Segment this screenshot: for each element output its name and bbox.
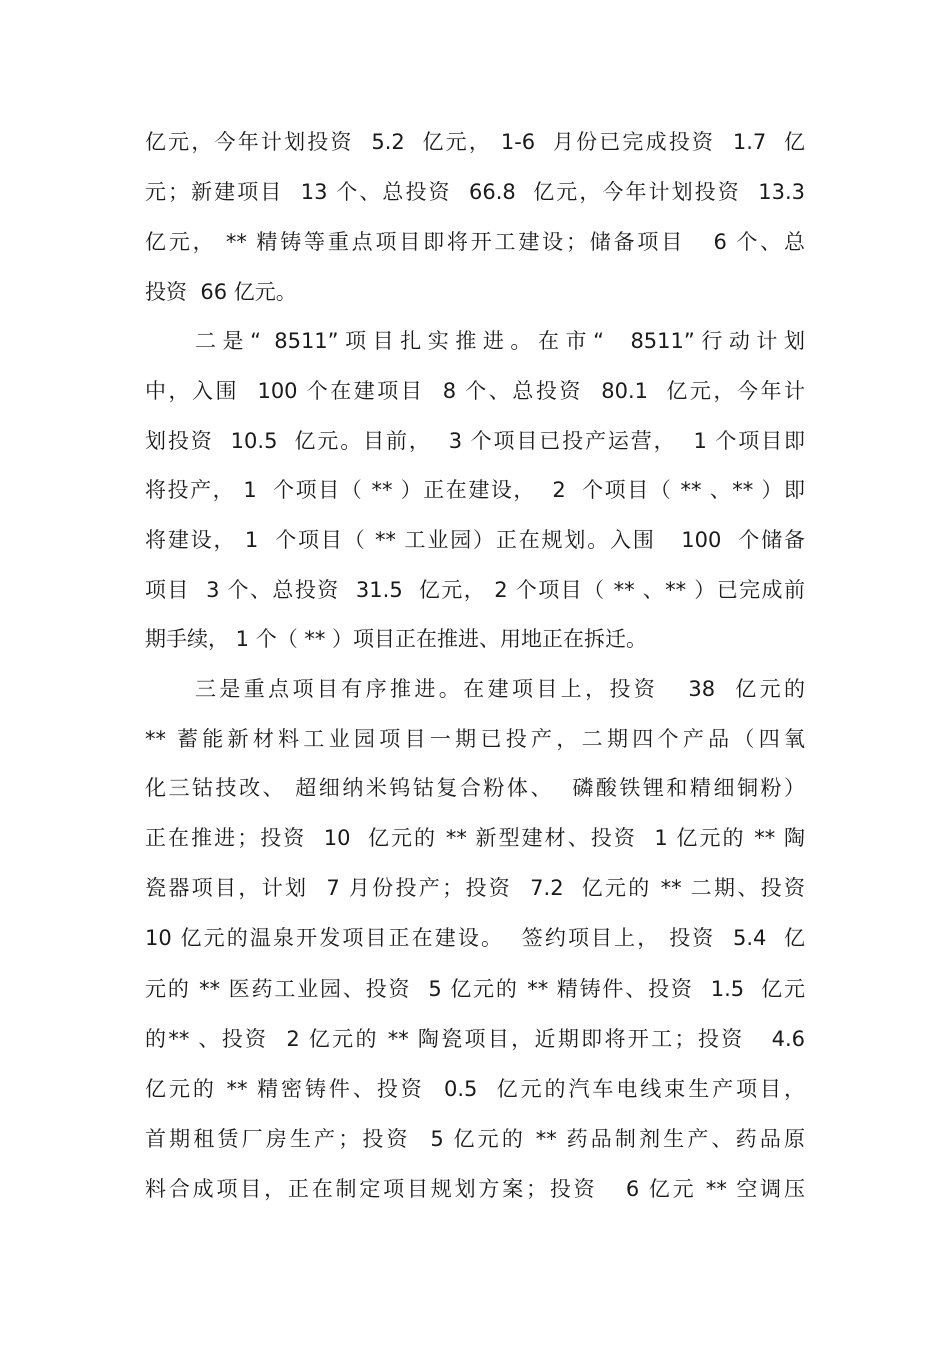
text-line: 中，入围 100 个在建项目 8 个、总投资 80.1 亿元，今年计 xyxy=(145,379,805,403)
text-line: 料合成项目，正在制定项目规划方案；投资 6 亿元 ** 空调压 xyxy=(145,1177,805,1201)
text-line: 亿元的 ** 精密铸件、投资 0.5 亿元的汽车电线束生产项目， xyxy=(145,1077,805,1101)
text-line: 10 亿元的温泉开发项目正在建设。 签约项目上， 投资 5.4 亿 xyxy=(145,926,805,950)
text-line: ** 蓄能新材料工业园项目一期已投产，二期四个产品（四氧 xyxy=(145,727,805,751)
text-line: 项目 3 个、总投资 31.5 亿元， 2 个项目（ ** 、** ）已完成前 xyxy=(145,578,805,602)
text-line: 元；新建项目 13 个、总投资 66.8 亿元，今年计划投资 13.3 xyxy=(145,180,805,204)
text-line: 将建设， 1 个项目（ ** 工业园）正在规划。入围 100 个储备 xyxy=(145,528,805,552)
text-line: 正在推进；投资 10 亿元的 ** 新型建材、投资 1 亿元的 ** 陶 xyxy=(145,826,805,850)
text-line: 瓷器项目，计划 7 月份投产；投资 7.2 亿元的 ** 二期、投资 xyxy=(145,876,805,900)
text-line: 首期租赁厂房生产；投资 5 亿元的 ** 药品制剂生产、药品原 xyxy=(145,1127,805,1151)
text-line: 投资 66 亿元。 xyxy=(145,280,297,304)
text-line: 化三钴技改、 超细纳米钨钴复合粉体、 磷酸铁锂和精细铜粉） xyxy=(145,776,805,800)
text-line: 元的 ** 医药工业园、投资 5 亿元的 ** 精铸件、投资 1.5 亿元 xyxy=(145,977,805,1001)
paragraph-heading-line: 三是重点项目有序推进。在建项目上，投资 38 亿元的 xyxy=(195,677,805,701)
paragraph-heading-line: 二是“ 8511”项目扎实推进。在市“ 8511”行动计划 xyxy=(195,329,805,353)
text-line: 的** 、投资 2 亿元的 ** 陶瓷项目，近期即将开工；投资 4.6 xyxy=(145,1027,805,1051)
text-line: 期手续， 1 个（ ** ）项目正在推进、用地正在拆迁。 xyxy=(145,627,648,651)
text-line: 亿元， ** 精铸等重点项目即将开工建设；储备项目 6 个、总 xyxy=(145,230,805,254)
text-line: 划投资 10.5 亿元。目前， 3 个项目已投产运营， 1 个项目即 xyxy=(145,429,805,453)
text-line: 亿元，今年计划投资 5.2 亿元， 1-6 月份已完成投资 1.7 亿 xyxy=(145,130,805,154)
text-line: 将投产， 1 个项目（ ** ）正在建设， 2 个项目（ ** 、** ）即 xyxy=(145,478,805,502)
